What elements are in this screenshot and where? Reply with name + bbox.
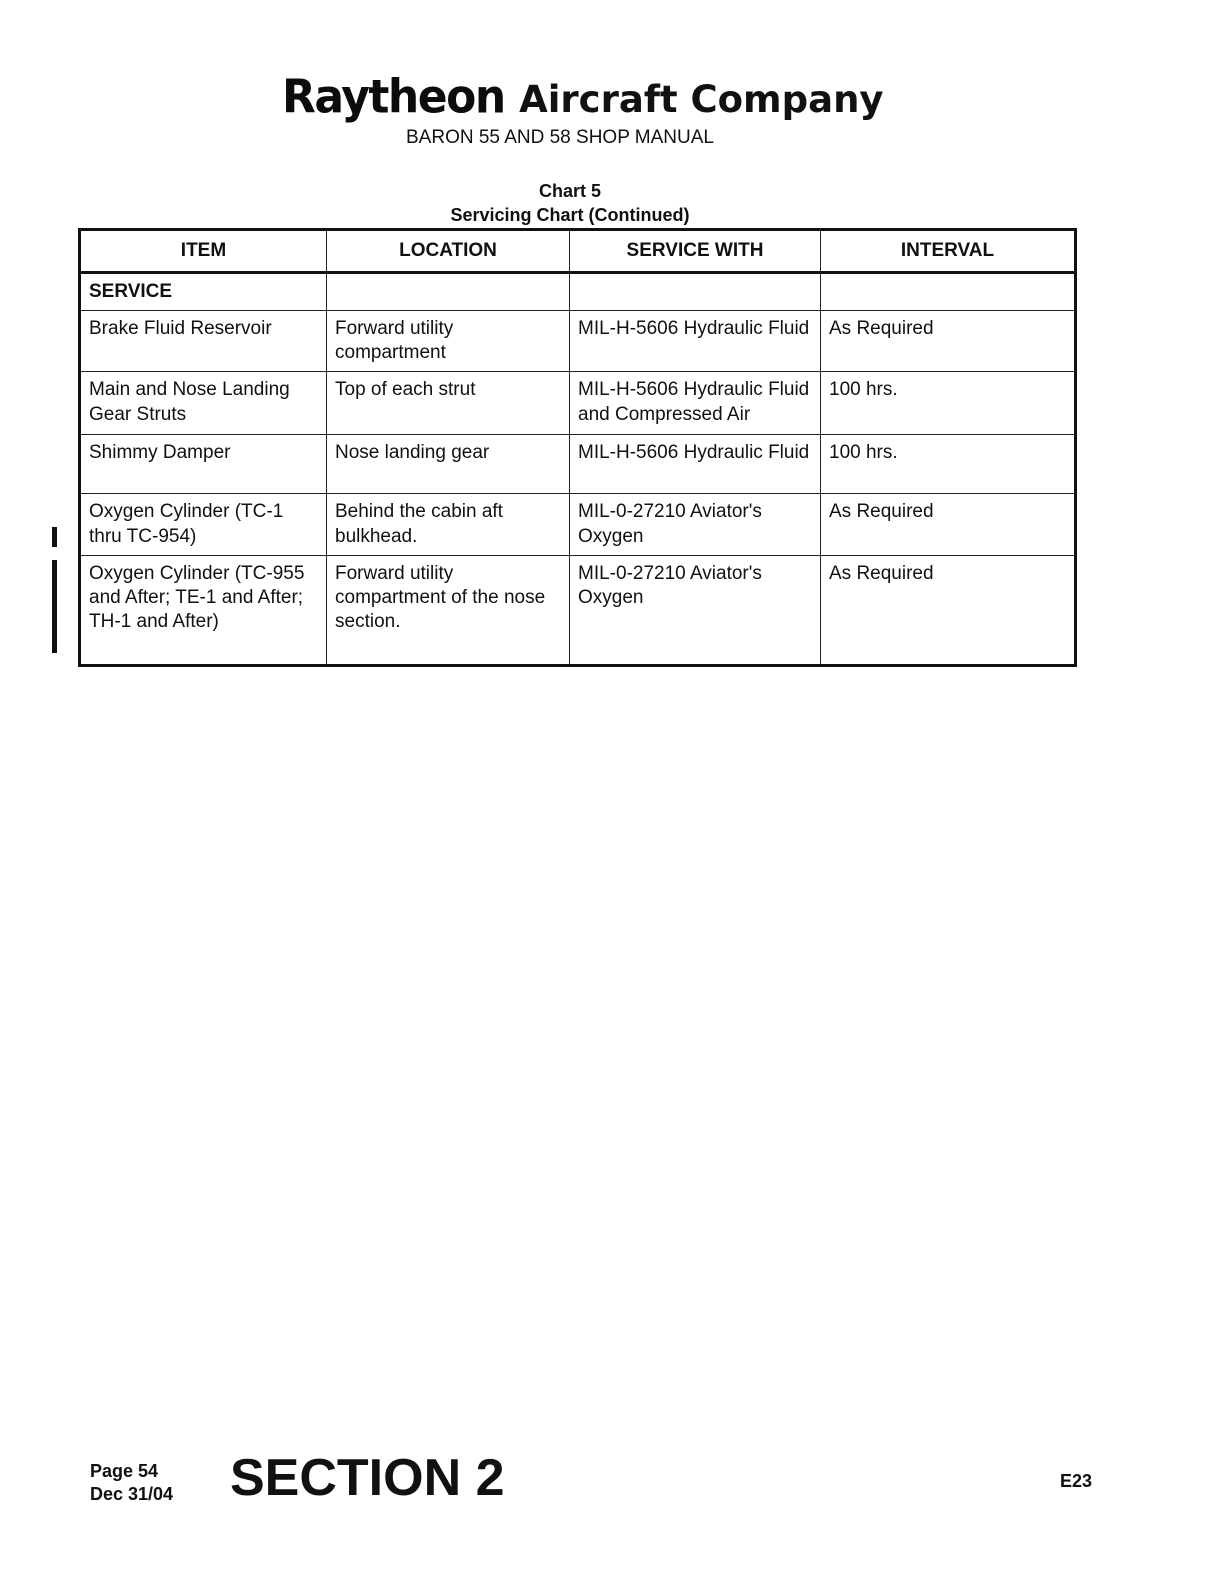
table-row (80, 494, 1076, 555)
column-header-service-with: SERVICE WITH (570, 230, 821, 273)
cell-location: Nose landing gear (327, 435, 570, 494)
column-header-item: ITEM (80, 230, 327, 273)
cell-location: Forward utility compartment (327, 311, 570, 372)
cell-interval: As Required (821, 494, 1076, 555)
chart-number: Chart 5 (538, 181, 601, 201)
table-row (80, 435, 1076, 494)
table-header-row (80, 230, 1076, 273)
cell-service-with: MIL-H-5606 Hydraulic Fluid (570, 435, 821, 494)
section-label: SERVICE (80, 273, 327, 311)
cell-service-with: MIL-0-27210 Aviator's Oxygen (570, 555, 821, 665)
chart-title: Servicing Chart (Continued) (450, 205, 690, 225)
cell-location: Top of each strut (327, 372, 570, 435)
raytheon-logo: Raytheon (282, 70, 505, 125)
page-info (90, 1460, 173, 1505)
cell-service-with: MIL-H-5606 Hydraulic Fluid (570, 311, 821, 372)
cell-item: Brake Fluid Reservoir (80, 311, 327, 372)
section-row (80, 273, 1076, 311)
servicing-table (78, 228, 1077, 667)
revision-bar (52, 560, 57, 653)
page-date: Dec 31/04 (90, 1483, 174, 1504)
cell-service-with: MIL-H-5606 Hydraulic Fluid and Compressed Air (570, 372, 821, 435)
section-title: SECTION 2 (230, 1449, 505, 1507)
cell-item: Main and Nose Landing Gear Struts (80, 372, 327, 435)
cell-interval: As Required (821, 311, 1076, 372)
table-row (80, 311, 1076, 372)
cell-interval: 100 hrs. (821, 372, 1076, 435)
cell-location: Forward utility compartment of the nose section. (327, 555, 570, 665)
cell-location: Behind the cabin aft bulkhead. (327, 494, 570, 555)
cell-item: Oxygen Cylinder (TC-1 thru TC-954) (80, 494, 327, 555)
brand-header (282, 72, 882, 123)
cell-interval: As Required (821, 555, 1076, 665)
cell-service-with: MIL-0-27210 Aviator's Oxygen (570, 494, 821, 555)
column-header-location: LOCATION (327, 230, 570, 273)
cell-item: Oxygen Cylinder (TC-955 and After; TE-1 and After; TH-1 and After) (80, 555, 327, 665)
revision-bar (52, 527, 57, 547)
manual-title: BARON 55 AND 58 SHOP MANUAL (406, 127, 714, 148)
cell-interval: 100 hrs. (821, 435, 1076, 494)
page-code: E23 (1060, 1471, 1093, 1491)
cell-item: Shimmy Damper (80, 435, 327, 494)
table-row (80, 372, 1076, 435)
page-number: Page 54 (90, 1461, 159, 1481)
table-row (80, 555, 1076, 665)
company-name: Aircraft Company (519, 78, 884, 121)
column-header-interval: INTERVAL (821, 230, 1076, 273)
